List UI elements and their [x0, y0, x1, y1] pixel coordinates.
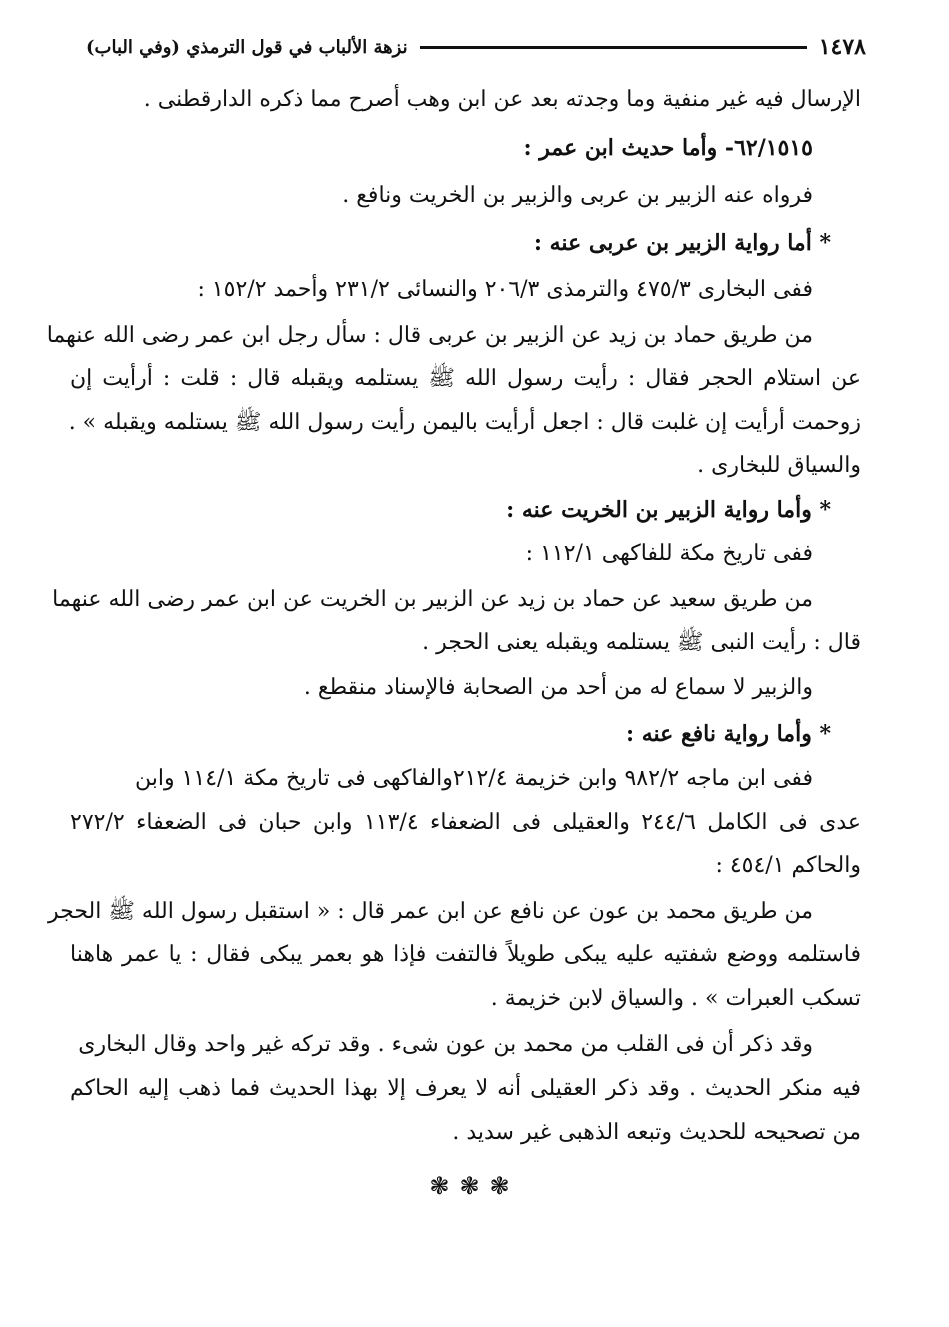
text-line: فاستلمه ووضع شفتيه عليه يبكى طويلاً فالتفت فإذا هو بعمر يبكى فقال : يا عمر هاهنا: [70, 942, 861, 967]
section-heading: * وأما رواية نافع عنه :: [625, 721, 831, 747]
text-line: ففى تاريخ مكة للفاكهى ١١٢/١ :: [525, 541, 813, 566]
hadith-heading: ٦٢/١٥١٥- وأما حديث ابن عمر :: [523, 135, 813, 161]
text-line: فيه منكر الحديث . وقد ذكر العقيلى أنه لا يعرف إلا بهذا الحديث فما ذهب إليه الحاكم: [70, 1076, 861, 1101]
text-line: الإرسال فيه غير منفية وما وجدته بعد عن ابن وهب أصرح مما ذكره الدارقطنى .: [143, 87, 861, 112]
text-line: من طريق محمد بن عون عن نافع عن ابن عمر قال : « استقبل رسول الله ﷺ الحجر: [48, 899, 813, 924]
text-line: عدى فى الكامل ٢٤٤/٦ والعقيلى فى الضعفاء ١١٣/٤ وابن حبان فى الضعفاء ٢٧٢/٢: [70, 810, 861, 835]
text-line: وقد ذكر أن فى القلب من محمد بن عون شىء . وقد تركه غير واحد وقال البخارى: [78, 1032, 813, 1057]
text-line: من طريق حماد بن زيد عن الزبير بن عربى قال : سأل رجل ابن عمر رضى الله عنهما: [46, 323, 813, 348]
text-line: تسكب العبرات » . والسياق لابن خزيمة .: [490, 986, 861, 1011]
text-line: زوحمت أرأيت إن غلبت قال : اجعل أرأيت باليمن رأيت رسول الله ﷺ يستلمه ويقبله » .: [68, 410, 861, 435]
text-line: فرواه عنه الزبير بن عربى والزبير بن الخريت ونافع .: [342, 183, 813, 208]
header-rule: [420, 46, 807, 49]
text-line: من تصحيحه للحديث وتبعه الذهبى غير سديد .: [452, 1120, 861, 1145]
section-end-ornament: ❃❃❃: [429, 1172, 520, 1200]
page-number: ١٤٧٨: [818, 34, 866, 60]
text-line: قال : رأيت النبى ﷺ يستلمه ويقبله يعنى الحجر .: [422, 630, 861, 655]
text-line: من طريق سعيد عن حماد بن زيد عن الزبير بن الخريت عن ابن عمر رضى الله عنهما: [52, 587, 813, 612]
text-line: والحاكم ٤٥٤/١ :: [715, 853, 861, 878]
text-line: عن استلام الحجر فقال : رأيت رسول الله ﷺ يستلمه ويقبله قال : قلت : أرأيت إن: [70, 366, 861, 391]
running-title: نزهة الألباب في قول الترمذي (وفي الباب): [86, 36, 408, 58]
text-line: والسياق للبخارى .: [697, 453, 861, 478]
page-header: [86, 30, 866, 64]
text-line: ففى البخارى ٤٧٥/٣ والترمذى ٢٠٦/٣ والنسائى ٢٣١/٢ وأحمد ١٥٢/٢ :: [197, 277, 813, 302]
section-heading: * أما رواية الزبير بن عربى عنه :: [533, 230, 831, 256]
section-heading: * وأما رواية الزبير بن الخريت عنه :: [506, 497, 831, 523]
text-line: والزبير لا سماع له من أحد من الصحابة فالإسناد منقطع .: [303, 675, 813, 700]
text-line: ففى ابن ماجه ٩٨٢/٢ وابن خزيمة ٢١٢/٤والفاكهى فى تاريخ مكة ١١٤/١ وابن: [134, 766, 813, 791]
